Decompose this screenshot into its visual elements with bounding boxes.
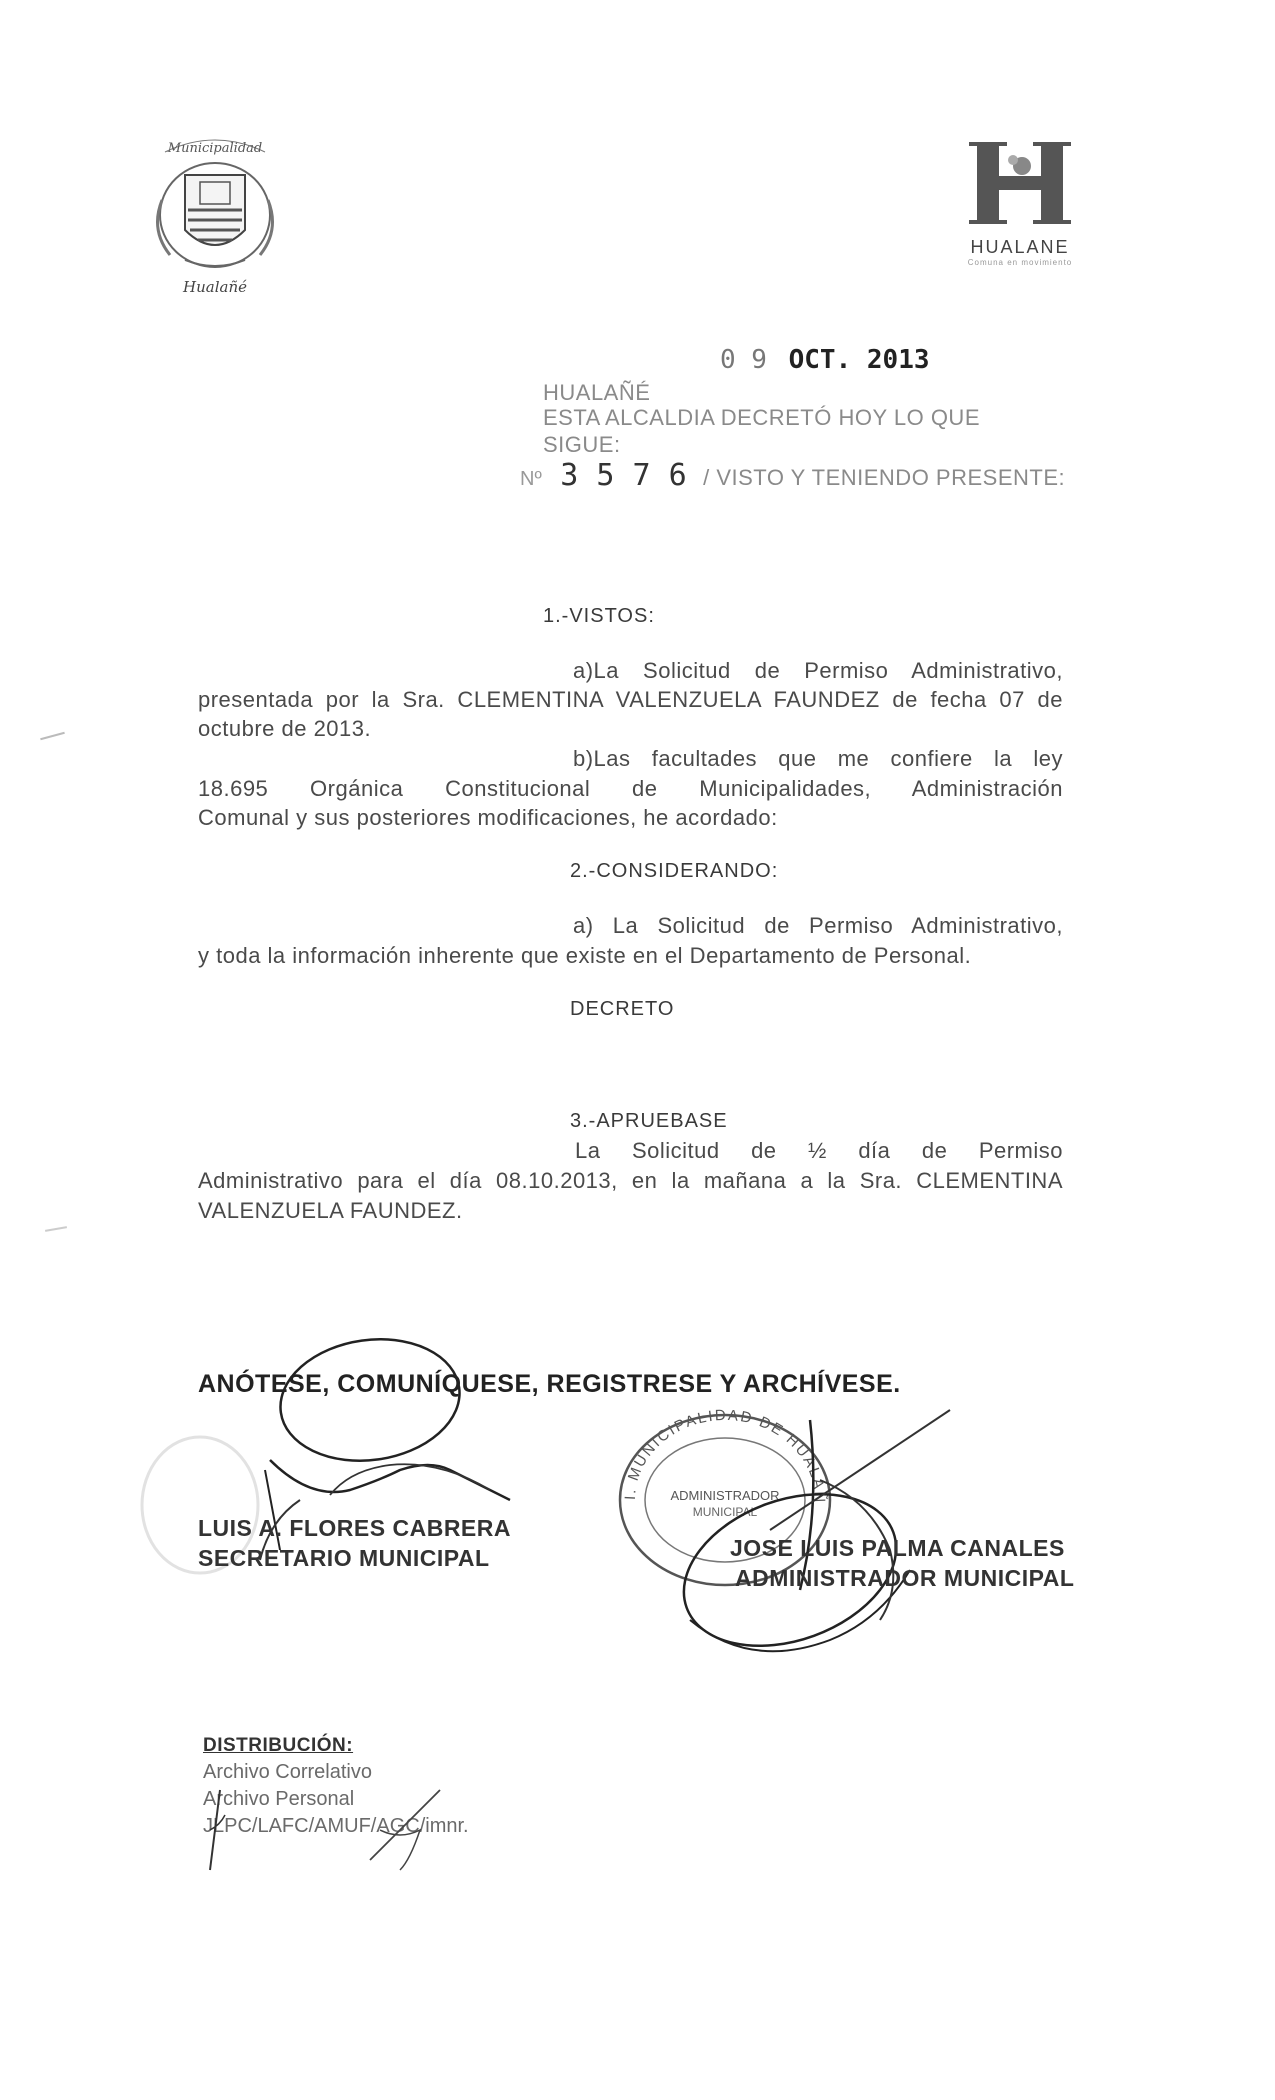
preamble-line-3: SIGUE: bbox=[543, 432, 621, 457]
decree-number-row bbox=[520, 458, 1065, 493]
distribution-item: Archivo Correlativo bbox=[203, 1761, 372, 1783]
section-1-title: 1.-VISTOS: bbox=[543, 605, 655, 627]
crest-bottom-text: Hualañé bbox=[183, 278, 247, 296]
section-1b-line-3: Comunal y sus posteriores modificaciones, he acordado: bbox=[198, 805, 778, 830]
distribution-item: Archivo Personal bbox=[203, 1788, 355, 1810]
section-2a-line-1: a) La Solicitud de Permiso Administrativo, bbox=[573, 913, 1063, 938]
left-signer-name: LUIS A. FLORES CABRERA bbox=[198, 1515, 511, 1541]
seal-ring-text: I. MUNICIPALIDAD DE HUALAÑ bbox=[621, 1406, 829, 1505]
distribution-initials-scribble bbox=[190, 1770, 480, 1880]
municipal-crest-logo bbox=[140, 130, 290, 300]
brand-name: HUALANE bbox=[970, 237, 1070, 257]
date-stamp bbox=[720, 345, 930, 375]
seal-center-line-1: ADMINISTRADOR bbox=[670, 1488, 780, 1503]
section-1a-line-2: presentada por la Sra. CLEMENTINA VALENZUELA FAUNDEZ de fecha 07 de bbox=[198, 687, 1063, 712]
right-signer-name: JOSE LUIS PALMA CANALES bbox=[730, 1535, 1065, 1561]
preamble-city: HUALAÑÉ bbox=[543, 380, 651, 405]
section-2-title: 2.-CONSIDERANDO: bbox=[570, 860, 779, 882]
decreto-heading: DECRETO bbox=[570, 998, 675, 1020]
stamp-month-year: OCT. 2013 bbox=[788, 345, 930, 375]
preamble-line-2: ESTA ALCALDIA DECRETÓ HOY LO QUE bbox=[543, 405, 980, 430]
distribution-item: JLPC/LAFC/AMUF/AGC/imnr. bbox=[203, 1815, 469, 1837]
preamble-line-4: / VISTO Y TENIENDO PRESENTE: bbox=[703, 465, 1066, 490]
seal-center-line-2: MUNICIPAL bbox=[692, 1505, 758, 1519]
section-1b-line-2: 18.695 Orgánica Constitucional de Municipalidades, Administración bbox=[198, 776, 1063, 801]
section-3-line-2: Administrativo para el día 08.10.2013, en la mañana a la Sra. CLEMENTINA bbox=[198, 1168, 1063, 1193]
crest-top-text: Municipalidad bbox=[167, 141, 263, 156]
brand-tagline: Comuna en movimiento bbox=[967, 258, 1073, 267]
decree-number: 3 5 7 6 bbox=[560, 458, 687, 493]
section-3-line-1: La Solicitud de ½ día de Permiso bbox=[575, 1138, 1063, 1163]
section-1a-line-1: a)La Solicitud de Permiso Administrativo, bbox=[573, 658, 1063, 683]
scan-margin-mark bbox=[40, 732, 65, 740]
stamp-day: 0 9 bbox=[720, 345, 767, 375]
section-3-line-3: VALENZUELA FAUNDEZ. bbox=[198, 1198, 463, 1223]
scan-margin-mark bbox=[45, 1226, 67, 1232]
right-signer-title: ADMINISTRADOR MUNICIPAL bbox=[735, 1565, 1075, 1591]
distribution-title: DISTRIBUCIÓN: bbox=[203, 1735, 354, 1756]
hualane-brand-logo bbox=[955, 140, 1085, 270]
section-3-title: 3.-APRUEBASE bbox=[570, 1110, 728, 1132]
section-1b-line-1: b)Las facultades que me confiere la ley bbox=[573, 746, 1063, 771]
closing-formula: ANÓTESE, COMUNÍQUESE, REGISTRESE Y ARCHÍVESE. bbox=[198, 1370, 901, 1398]
decree-prefix: Nº bbox=[520, 468, 542, 490]
left-signer-title: SECRETARIO MUNICIPAL bbox=[198, 1545, 490, 1571]
section-2a-line-2: y toda la información inherente que existe en el Departamento de Personal. bbox=[198, 943, 972, 968]
section-1a-line-3: octubre de 2013. bbox=[198, 716, 372, 741]
